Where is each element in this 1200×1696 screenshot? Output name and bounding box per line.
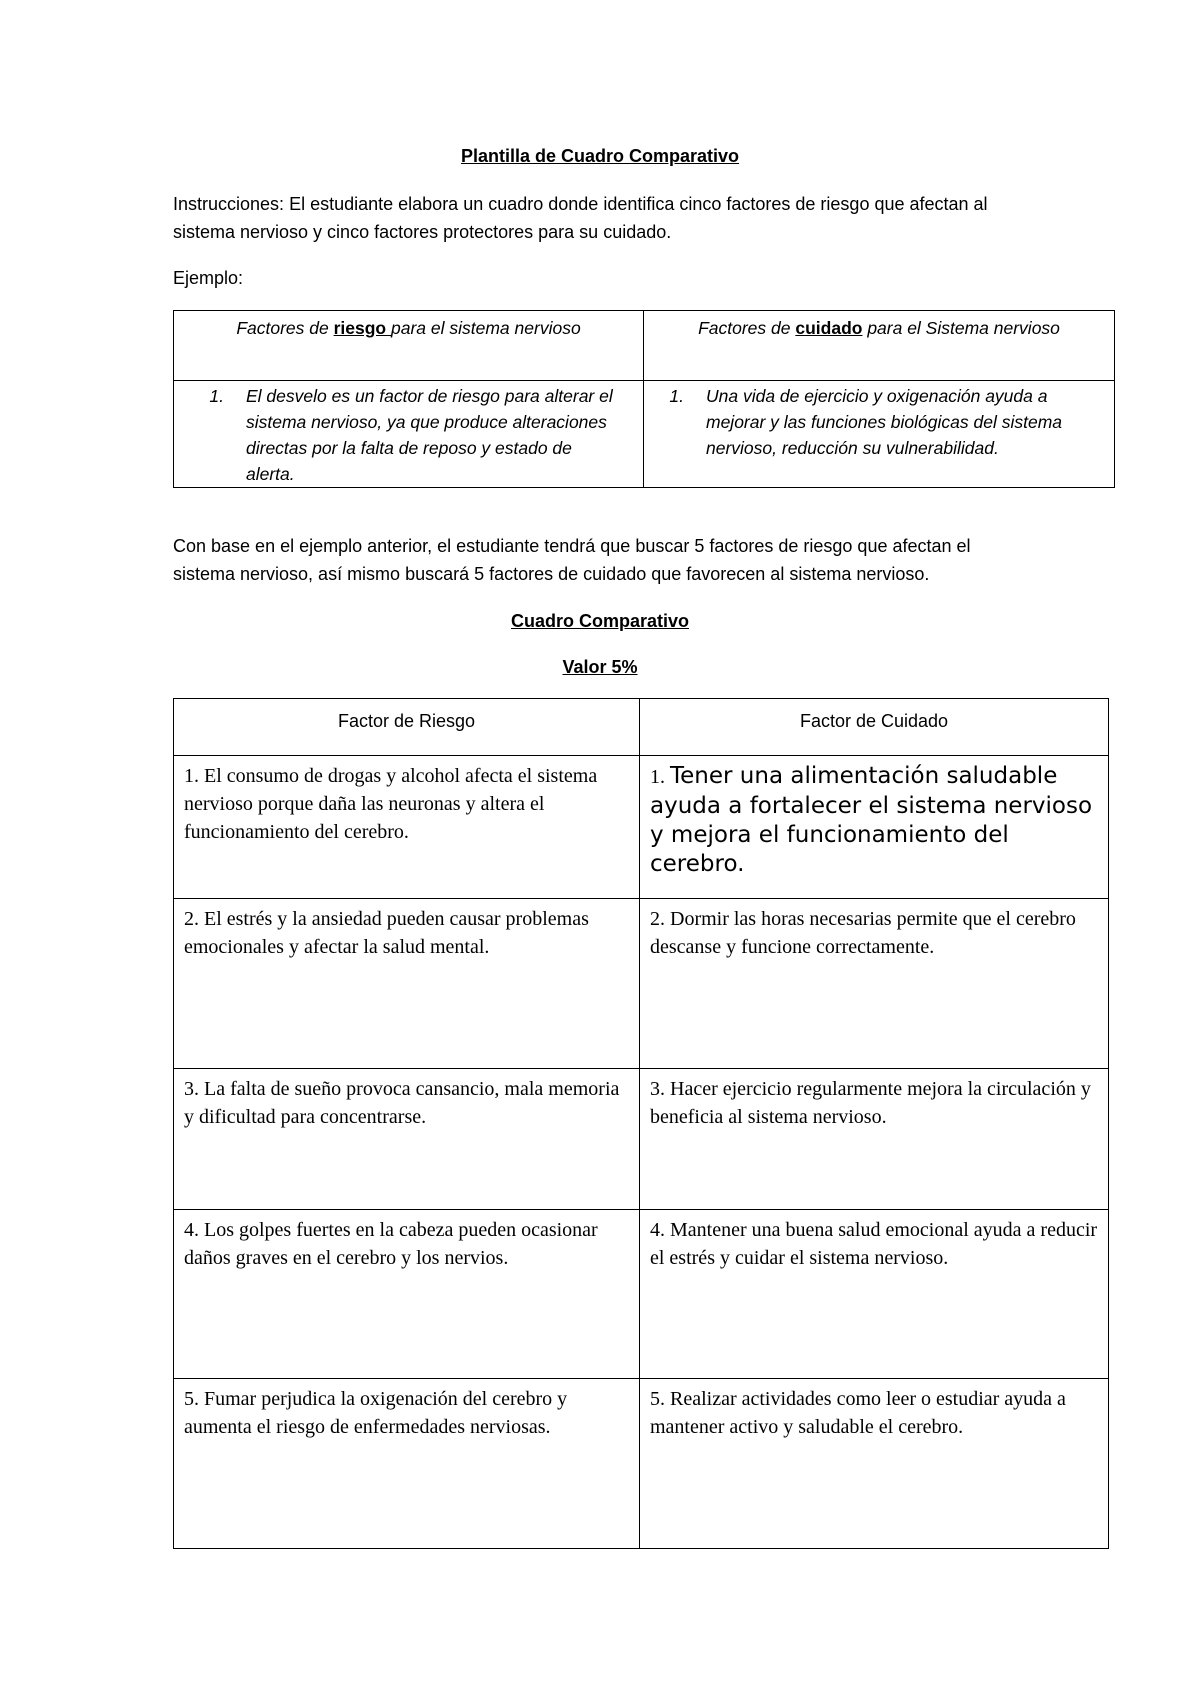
header-factor-riesgo: Factor de Riesgo: [174, 699, 640, 756]
example-table-header-row: [174, 311, 1115, 381]
example-care-text: Una vida de ejercicio y oxigenación ayuda a mejorar y las funciones biológicas del sistema nervioso, reducción su vulnerabilidad.: [706, 386, 1062, 458]
care-cell-4: 4. Mantener una buena salud emocional ayuda a reducir el estrés y cuidar el sistema nervioso.: [640, 1210, 1109, 1379]
care-cell-1: [640, 756, 1109, 899]
risk-cell-5: 5. Fumar perjudica la oxigenación del cerebro y aumenta el riesgo de enfermedades nerviosas.: [174, 1379, 640, 1549]
comparison-header-row: [174, 699, 1109, 756]
example-header-care-pre: Factores de: [698, 318, 796, 338]
risk-cell-2: 2. El estrés y la ansiedad pueden causar problemas emocionales y afectar la salud mental.: [174, 899, 640, 1069]
header-factor-cuidado: Factor de Cuidado: [640, 699, 1109, 756]
example-label: Ejemplo:: [173, 268, 244, 288]
example-header-care: [644, 311, 1115, 381]
risk-cell-1: 1. El consumo de drogas y alcohol afecta el sistema nervioso porque daña las neuronas y altera el funcionamiento del cerebro.: [174, 756, 640, 899]
example-header-risk-bold: riesgo: [333, 318, 391, 338]
comparison-row-2: [174, 899, 1109, 1069]
example-risk-text: El desvelo es un factor de riesgo para alterar el sistema nervioso, ya que produce alteraciones directas por la falta de reposo y estado de alerta.: [246, 386, 613, 484]
example-care-number: 1.: [669, 386, 684, 406]
care-cell-3: 3. Hacer ejercicio regularmente mejora la circulación y beneficia al sistema nervioso.: [640, 1069, 1109, 1210]
table-title: Cuadro Comparativo: [510, 611, 690, 631]
table-value: Valor 5%: [562, 657, 638, 677]
care-cell-1-text: Tener una alimentación saludable ayuda a fortalecer el sistema nervioso y mejora el funcionamiento del cerebro.: [650, 763, 1093, 877]
care-cell-1-number: 1.: [650, 766, 670, 788]
instructions-paragraph: [173, 190, 1003, 246]
example-header-risk: [174, 311, 644, 381]
example-table-row: [174, 381, 1115, 488]
comparison-row-3: [174, 1069, 1109, 1210]
comparison-row-4: [174, 1210, 1109, 1379]
example-header-risk-post: para el sistema nervioso: [391, 318, 581, 338]
instructions-label: Instrucciones:: [173, 194, 285, 214]
example-risk-number: 1.: [209, 386, 224, 406]
example-care-cell: [644, 381, 1115, 488]
risk-cell-3: 3. La falta de sueño provoca cansancio, mala memoria y dificultad para concentrarse.: [174, 1069, 640, 1210]
instructions-text: El estudiante elabora un cuadro donde identifica cinco factores de riesgo que afectan al sistema nervioso y cinco factores protectores para su cuidado.: [173, 194, 988, 242]
care-cell-5: 5. Realizar actividades como leer o estudiar ayuda a mantener activo y saludable el cerebro.: [640, 1379, 1109, 1549]
comparison-row-5: [174, 1379, 1109, 1549]
risk-cell-4: 4. Los golpes fuertes en la cabeza pueden ocasionar daños graves en el cerebro y los nervios.: [174, 1210, 640, 1379]
comparison-table: [173, 698, 1109, 1549]
example-risk-cell: [174, 381, 644, 488]
care-cell-2: 2. Dormir las horas necesarias permite que el cerebro descanse y funcione correctamente.: [640, 899, 1109, 1069]
example-header-care-post: para el Sistema nervioso: [862, 318, 1060, 338]
document-title: Plantilla de Cuadro Comparativo: [460, 146, 740, 166]
example-header-risk-pre: Factores de: [236, 318, 334, 338]
example-table: [173, 310, 1115, 488]
comparison-row-1: [174, 756, 1109, 899]
base-paragraph: Con base en el ejemplo anterior, el estudiante tendrá que buscar 5 factores de riesgo que afectan el sistema nervioso, así mismo buscará 5 factores de cuidado que favorecen al sistema nervioso.: [173, 536, 971, 584]
example-header-care-bold: cuidado: [795, 318, 863, 338]
